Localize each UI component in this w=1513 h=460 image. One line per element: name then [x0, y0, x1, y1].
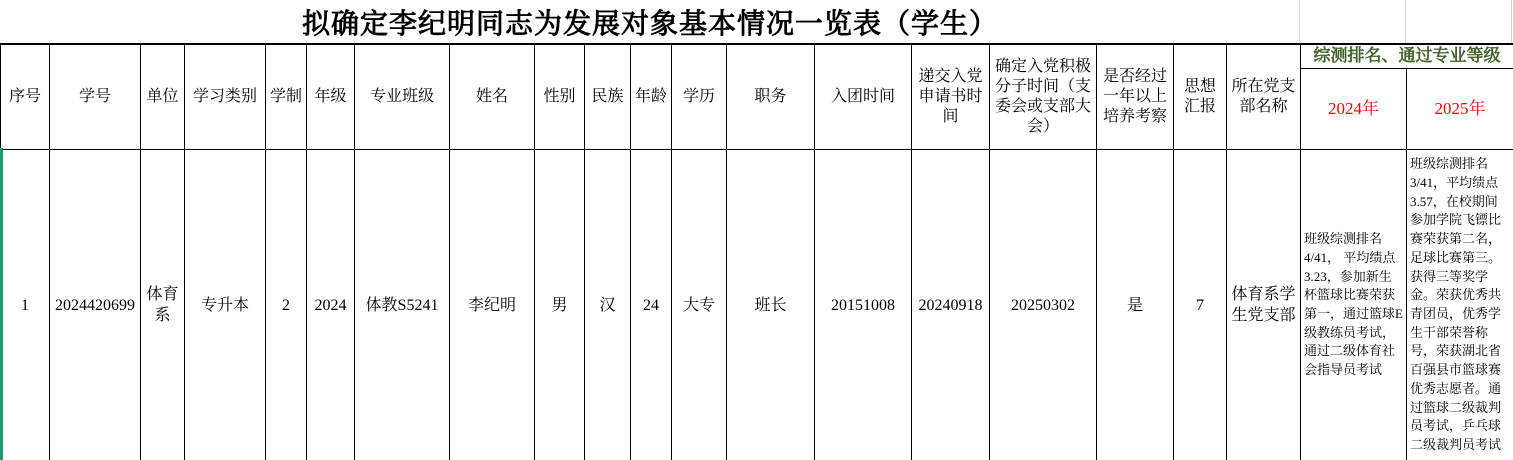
cell-application-date[interactable]: 20240918	[912, 149, 990, 460]
header-education[interactable]: 学历	[672, 44, 727, 149]
header-party-branch[interactable]: 所在党支部名称	[1227, 44, 1301, 149]
header-position[interactable]: 职务	[727, 44, 815, 149]
header-year-2025[interactable]: 2025年	[1407, 68, 1513, 149]
header-one-year-training[interactable]: 是否经过一年以上培养考察	[1097, 44, 1174, 149]
header-major-class[interactable]: 专业班级	[355, 44, 450, 149]
cell-schooling-length[interactable]: 2	[266, 149, 307, 460]
header-name[interactable]: 姓名	[450, 44, 535, 149]
cell-thought-reports[interactable]: 7	[1174, 149, 1227, 460]
header-study-category[interactable]: 学习类别	[185, 44, 266, 149]
cell-2025-summary[interactable]: 班级综测排名3/41，平均绩点3.57，在校期间参加学院飞镖比赛荣获第二名，足球比赛第三。获得三等奖学金。荣获优秀共青团员，优秀学生干部荣誉称号，荣获湖北省百强县市篮球赛优秀志愿者。通过篮球二级裁判员考试，乒乓球二级裁判员考试	[1407, 149, 1513, 460]
page-title[interactable]: 拟确定李纪明同志为发展对象基本情况一览表（学生）	[301, 8, 998, 40]
cell-serial-number[interactable]: 1	[1, 149, 50, 460]
cell-student-id[interactable]: 2024420699	[50, 149, 141, 460]
table-row	[1, 149, 1513, 460]
header-assessment-group[interactable]: 综测排名、通过专业等级	[1301, 44, 1513, 68]
student-info-table	[0, 43, 1513, 460]
header-ethnicity[interactable]: 民族	[585, 44, 631, 149]
header-year-2024[interactable]: 2024年	[1301, 68, 1407, 149]
header-grade[interactable]: 年级	[307, 44, 355, 149]
header-student-id[interactable]: 学号	[50, 44, 141, 149]
cell-2024-summary[interactable]: 班级综测排名4/41， 平均绩点3.23，参加新生杯篮球比赛荣获第一，通过篮球E级教练员考试，通过二级体育社会指导员考试	[1301, 149, 1407, 460]
cell-gender[interactable]: 男	[535, 149, 585, 460]
header-thought-reports[interactable]: 思想汇报	[1174, 44, 1227, 149]
gridline	[1511, 0, 1512, 43]
header-serial-number[interactable]: 序号	[1, 44, 50, 149]
header-age[interactable]: 年龄	[631, 44, 672, 149]
cell-education[interactable]: 大专	[672, 149, 727, 460]
cell-party-branch[interactable]: 体育系学生党支部	[1227, 149, 1301, 460]
header-activist-date[interactable]: 确定入党积极分子时间（支委会或支部大会）	[990, 44, 1097, 149]
cell-ethnicity[interactable]: 汉	[585, 149, 631, 460]
gridline	[1299, 0, 1300, 43]
cell-study-category[interactable]: 专升本	[185, 149, 266, 460]
header-league-join-date[interactable]: 入团时间	[815, 44, 912, 149]
cell-name[interactable]: 李纪明	[450, 149, 535, 460]
cell-grade[interactable]: 2024	[307, 149, 355, 460]
cell-age[interactable]: 24	[631, 149, 672, 460]
gridline	[1405, 0, 1406, 43]
header-gender[interactable]: 性别	[535, 44, 585, 149]
header-schooling-length[interactable]: 学制	[266, 44, 307, 149]
cell-position[interactable]: 班长	[727, 149, 815, 460]
cell-activist-date[interactable]: 20250302	[990, 149, 1097, 460]
cell-major-class[interactable]: 体教S5241	[355, 149, 450, 460]
header-unit[interactable]: 单位	[141, 44, 185, 149]
cell-unit[interactable]: 体育系	[141, 149, 185, 460]
cell-one-year-training[interactable]: 是	[1097, 149, 1174, 460]
cell-league-join-date[interactable]: 20151008	[815, 149, 912, 460]
header-application-date[interactable]: 递交入党申请书时间	[912, 44, 990, 149]
row-selection-indicator	[0, 148, 3, 460]
